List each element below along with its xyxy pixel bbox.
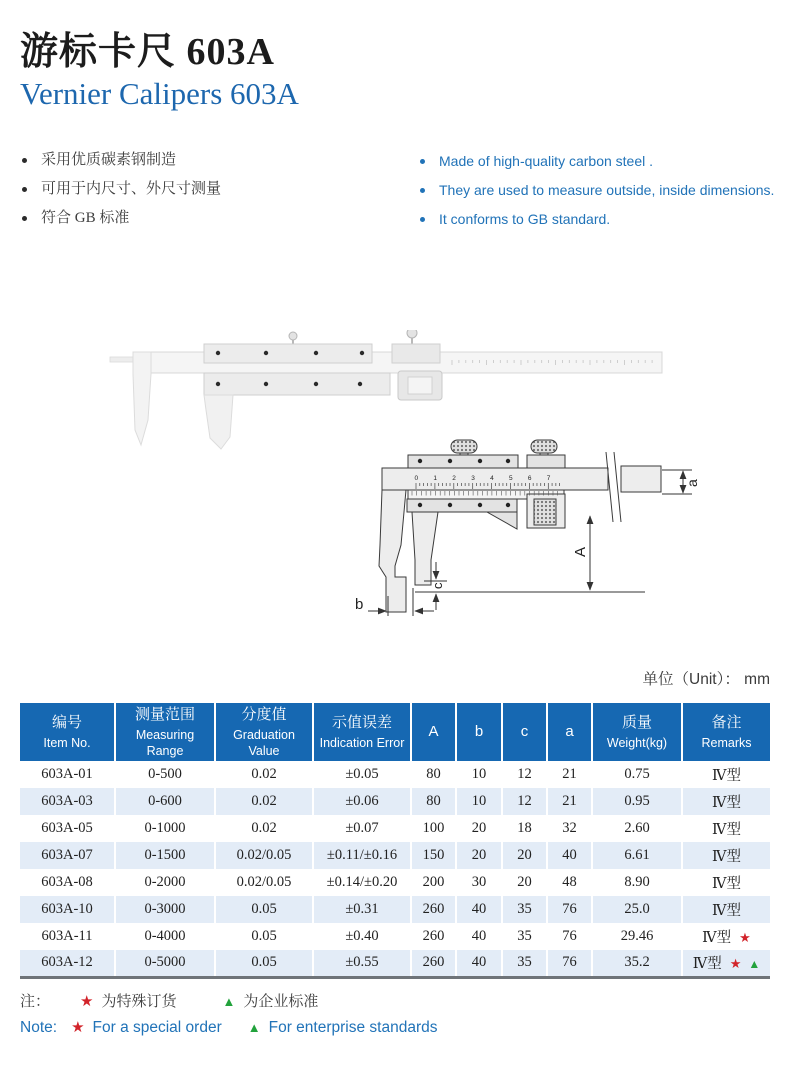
cell-range: 0-500: [115, 761, 215, 788]
bullet-icon: [22, 158, 27, 163]
feature-text: They are used to measure outside, inside dimensions.: [439, 182, 775, 198]
scale-number: 6: [527, 475, 532, 482]
cell-item: 603A-01: [20, 761, 115, 788]
cell-b: 30: [456, 869, 502, 896]
cell-b: 20: [456, 842, 502, 869]
triangle-icon: ▲: [222, 994, 236, 1009]
cell-item: 603A-12: [20, 950, 115, 977]
cell-a: 76: [547, 923, 592, 950]
page-title-en: Vernier Calipers 603A: [20, 76, 299, 111]
cell-range: 0-600: [115, 788, 215, 815]
bullet-icon: [22, 187, 27, 192]
cell-error: ±0.31: [313, 896, 411, 923]
feature-text: It conforms to GB standard.: [439, 211, 611, 227]
table-row: [20, 842, 770, 869]
column-header: 示值误差 Indication Error: [313, 703, 411, 761]
dim-label-b: b: [355, 596, 364, 613]
column-header: c: [502, 703, 547, 761]
cell-graduation: 0.02: [215, 815, 313, 842]
cell-error: ±0.11/±0.16: [313, 842, 411, 869]
cell-weight: 25.0: [592, 896, 682, 923]
scale-number: 2: [452, 475, 456, 482]
cell-graduation: 0.02: [215, 761, 313, 788]
column-header: a: [547, 703, 592, 761]
feature-list-en: [420, 147, 790, 234]
scale-number: 4: [490, 475, 494, 482]
cell-error: ±0.06: [313, 788, 411, 815]
column-header: 质量 Weight(kg): [592, 703, 682, 761]
table-row: [20, 896, 770, 923]
feature-item: [22, 175, 392, 204]
column-header: 分度值 Graduation Value: [215, 703, 313, 761]
cell-c: 20: [502, 842, 547, 869]
table-body: [20, 761, 770, 977]
note-en-prefix: Note:: [20, 1019, 58, 1036]
note-cn: [20, 990, 318, 1011]
cell-b: 40: [456, 950, 502, 977]
cell-A: 200: [411, 869, 456, 896]
feature-item: [22, 204, 392, 233]
cell-remark: Ⅳ型: [712, 822, 741, 838]
table-row: [20, 761, 770, 788]
column-header: 测量范围 Measuring Range: [115, 703, 215, 761]
cell-error: ±0.07: [313, 815, 411, 842]
note-en: [20, 1018, 437, 1037]
star-icon: ★: [739, 930, 751, 945]
note-en-triangle-text: For enterprise standards: [268, 1019, 438, 1036]
cell-item: 603A-07: [20, 842, 115, 869]
feature-item: [420, 205, 790, 234]
cell-weight: 35.2: [592, 950, 682, 977]
scale-number: 7: [546, 475, 551, 482]
cell-graduation: 0.02/0.05: [215, 869, 313, 896]
star-icon: ★: [71, 1019, 85, 1036]
cell-a: 21: [547, 788, 592, 815]
note-cn-prefix: 注：: [20, 993, 51, 1010]
cell-error: ±0.40: [313, 923, 411, 950]
column-header: 备注 Remarks: [682, 703, 770, 761]
feature-text: 符合 GB 标准: [41, 210, 130, 226]
cell-graduation: 0.02: [215, 788, 313, 815]
cell-remark: Ⅳ型: [712, 768, 741, 784]
table-row: [20, 923, 770, 950]
cell-range: 0-1000: [115, 815, 215, 842]
cell-b: 10: [456, 788, 502, 815]
cell-weight: 29.46: [592, 923, 682, 950]
feature-list-cn: [22, 146, 392, 233]
bullet-icon: [420, 188, 425, 193]
cell-A: 150: [411, 842, 456, 869]
cell-c: 18: [502, 815, 547, 842]
cell-weight: 0.75: [592, 761, 682, 788]
star-icon: ★: [80, 993, 94, 1010]
column-header: 编号 Item No.: [20, 703, 115, 761]
scale-number: 1: [433, 475, 438, 482]
cell-a: 76: [547, 950, 592, 977]
table-row: [20, 815, 770, 842]
cell-remark: Ⅳ型: [712, 903, 741, 919]
cell-A: 80: [411, 761, 456, 788]
cell-c: 35: [502, 923, 547, 950]
cell-range: 0-3000: [115, 896, 215, 923]
cell-c: 12: [502, 788, 547, 815]
cell-weight: 0.95: [592, 788, 682, 815]
cell-graduation: 0.05: [215, 896, 313, 923]
note-en-star-text: For a special order: [92, 1019, 222, 1036]
cell-c: 20: [502, 869, 547, 896]
dim-label-A: A: [572, 546, 589, 557]
cell-weight: 8.90: [592, 869, 682, 896]
cell-range: 0-1500: [115, 842, 215, 869]
cell-item: 603A-11: [20, 923, 115, 950]
bullet-icon: [22, 216, 27, 221]
cell-A: 260: [411, 923, 456, 950]
cell-remark: Ⅳ型 ★: [702, 930, 751, 946]
cell-a: 40: [547, 842, 592, 869]
cell-error: ±0.55: [313, 950, 411, 977]
cell-remark: Ⅳ型: [712, 876, 741, 892]
note-cn-triangle-text: 为企业标准: [243, 993, 319, 1010]
technical-drawing: [348, 428, 713, 628]
cell-a: 21: [547, 761, 592, 788]
page-title-cn: 游标卡尺 603A: [20, 31, 275, 73]
scale-number: 3: [471, 475, 475, 482]
cell-A: 100: [411, 815, 456, 842]
cell-b: 20: [456, 815, 502, 842]
cell-remark: Ⅳ型: [712, 849, 741, 865]
cell-error: ±0.05: [313, 761, 411, 788]
cell-range: 0-5000: [115, 950, 215, 977]
scale-number: 0: [414, 475, 419, 482]
cell-b: 10: [456, 761, 502, 788]
triangle-icon: ▲: [247, 1020, 261, 1035]
table-row: [20, 869, 770, 896]
table-row: [20, 950, 770, 977]
cell-A: 260: [411, 950, 456, 977]
unit-note: 单位（Unit）： mm: [642, 671, 770, 688]
cell-weight: 2.60: [592, 815, 682, 842]
feature-item: [22, 146, 392, 175]
feature-text: Made of high-quality carbon steel .: [439, 153, 654, 169]
feature-text: 可用于内尺寸、外尺寸测量: [41, 181, 222, 197]
column-header: b: [456, 703, 502, 761]
cell-item: 603A-08: [20, 869, 115, 896]
cell-c: 12: [502, 761, 547, 788]
cell-A: 260: [411, 896, 456, 923]
triangle-icon: ▲: [748, 957, 761, 972]
cell-item: 603A-10: [20, 896, 115, 923]
bullet-icon: [420, 159, 425, 164]
star-icon: ★: [729, 956, 742, 972]
bullet-icon: [420, 217, 425, 222]
cell-b: 40: [456, 896, 502, 923]
scale-number: 5: [509, 475, 513, 482]
cell-A: 80: [411, 788, 456, 815]
cell-a: 76: [547, 896, 592, 923]
cell-graduation: 0.05: [215, 950, 313, 977]
feature-item: [420, 176, 790, 205]
dim-label-a: a: [684, 479, 700, 487]
cell-weight: 6.61: [592, 842, 682, 869]
cell-range: 0-4000: [115, 923, 215, 950]
dim-label-c: c: [430, 582, 445, 589]
cell-a: 48: [547, 869, 592, 896]
spec-table: [20, 703, 770, 979]
cell-error: ±0.14/±0.20: [313, 869, 411, 896]
table-row: [20, 788, 770, 815]
feature-text: 采用优质碳素钢制造: [41, 152, 177, 168]
cell-range: 0-2000: [115, 869, 215, 896]
cell-remark: Ⅳ型 ★ ▲: [682, 950, 770, 977]
cell-c: 35: [502, 896, 547, 923]
cell-c: 35: [502, 950, 547, 977]
cell-b: 40: [456, 923, 502, 950]
cell-graduation: 0.02/0.05: [215, 842, 313, 869]
cell-graduation: 0.05: [215, 923, 313, 950]
cell-item: 603A-03: [20, 788, 115, 815]
column-header: A: [411, 703, 456, 761]
feature-item: [420, 147, 790, 176]
note-cn-star-text: 为特殊订货: [101, 993, 177, 1010]
table-header-row: [20, 703, 770, 761]
cell-remark: Ⅳ型: [712, 795, 741, 811]
cell-a: 32: [547, 815, 592, 842]
cell-item: 603A-05: [20, 815, 115, 842]
